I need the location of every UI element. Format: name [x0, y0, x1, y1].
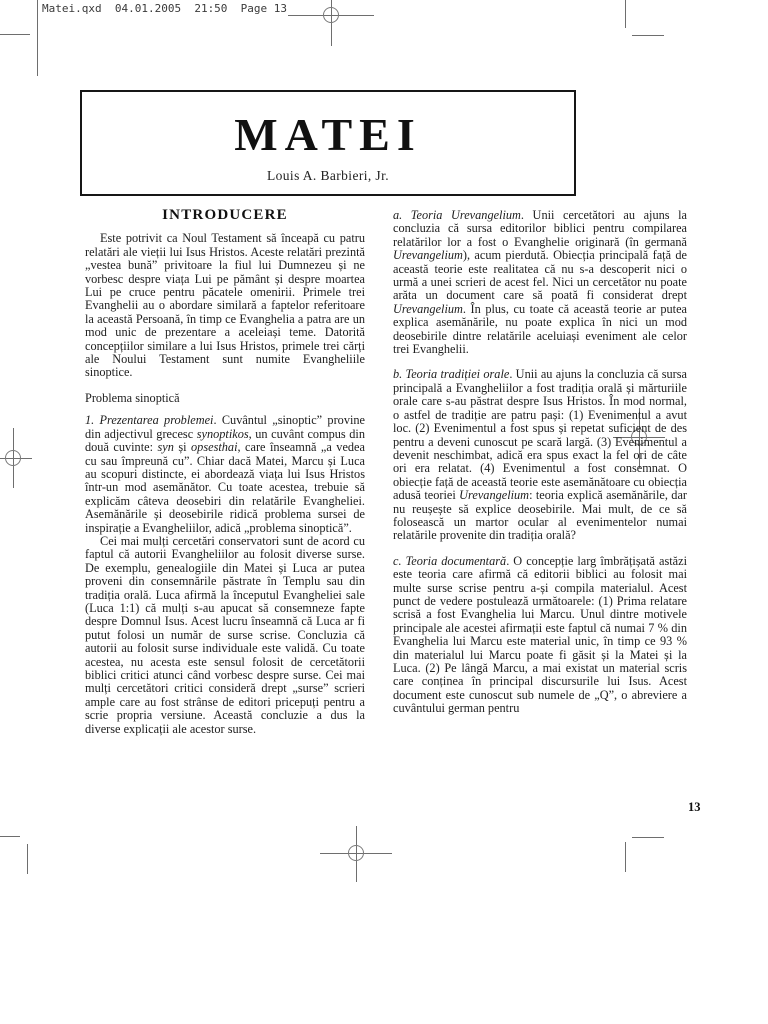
sub-heading: Problema sinoptică: [85, 390, 180, 405]
print-header: Matei.qxd 04.01.2005 21:50 Page 13: [42, 2, 288, 15]
right-column: [393, 209, 687, 736]
paragraph: a. Teoria Urevangelium. Unii cercetători au ajuns la concluzia că sursa editorilor biblici pentru compilarea relatărilor lor a fost o Evanghelie originară (în germană Urevangelium), acum pierdută. Obiecția principală față de această teorie este realitatea că nu s-a descoperit nici o urmă a unei scrieri de acest fel. Nici un cercetător nu poate arăta un document care să poată fi considerat drept Urevangelium. În plus, cu toate că această teorie ar putea explica asemănările, nu poate explica în nici un mod deosebirile dintre relatările aceluiași eveniment ale celor trei Evanghelii.: [393, 208, 687, 357]
registration-mark-top-circle-icon: [323, 7, 339, 23]
crop-mark-bottom-left-vertical: [27, 844, 28, 874]
left-column: [85, 209, 365, 736]
crop-mark-bottom-right-horizontal: [632, 837, 664, 838]
text-columns: [85, 209, 687, 736]
title-box: [80, 90, 576, 196]
registration-mark-bottom-circle-icon: [348, 845, 364, 861]
crop-mark-top-left-vertical: [37, 0, 38, 76]
author-byline: Louis A. Barbieri, Jr.: [266, 168, 390, 183]
book-title: MATEI: [234, 109, 422, 160]
registration-mark-left-circle-icon: [5, 450, 21, 466]
crop-mark-bottom-left-horizontal: [0, 836, 20, 837]
crop-mark-top-right-vertical: [625, 0, 626, 28]
paragraph: b. Teoria tradiției orale. Unii au ajuns la concluzia că sursa principală a Evangheliilor a fost tradiția orală și mărturiile orale care s-au păstrat despre Isus Hristos. În mod normal, o astfel de tradiție are patru pași: (1) Evenimentul a avut loc. (2) Evenimentul a fost spus și repetat suficient de des pentru a deveni cunoscut pe scară largă. (3) Evenimentul a devenit neschimbat, adică era spus exact la fel ori de câte ori era relatat. (4) Evenimentul a fost consemnat. O obiecție față de această teorie este asemănătoare cu obiecția adusă teoriei Urevangelium: teoria explică asemănările, dar nu reușește să explice deosebirile. Mai mult, de ce să folosească un martor ocular al evenimentelor numai relatările provenite din tradiția orală?: [393, 367, 687, 543]
crop-mark-bottom-right-vertical: [625, 842, 626, 872]
paragraph: Cei mai mulți cercetări conservatori sunt de acord cu faptul că autorii Evangheliilor au folosit diverse surse. De exemplu, genealogiile din Matei și Luca ar putea proveni din consemnările păstrate în Templu sau din tradiția orală. Luca afirmă la începutul Evangheliei sale (Luca 1:1) că mulți s-au apucat să consemneze fapte despre Domnul Isus. Acest lucru înseamnă că Luca ar fi putut folosi un număr de surse scrise. Concluzia că autorii au folosit surse individuale este validă. Cu toate acestea, nu acesta este sensul folosit de cercetătorii biblici critici atunci când vorbesc despre surse. Cei mai mulți cercetători critici consideră drept „surse” scrieri ample care au fost strânse de editori pricepuți pentru a scrie propria versiune. Această concluzie a dus la diverse explicații ale acestor surse.: [85, 533, 365, 736]
page-number: 13: [688, 800, 701, 814]
crop-mark-top-right-horizontal: [632, 35, 664, 36]
paragraph: Este potrivit ca Noul Testament să înceapă cu patru relatări ale vieții lui Isus Hristos. Aceste relatări prezintă „vestea bună” privitoare la fiul lui Dumnezeu și ne vorbesc despre viața Lui pe pământ și despre moartea Lui pe cruce pentru păcatele omenirii. Primele trei Evanghelii au o abordare similară a faptelor referitoare la această Persoană, în timp ce Evanghelia a patra are un mod unic de prezentare a aceleiași teme. Datorită concepțiilor similare a lui Isus Hristos, primele trei cărți ale Noului Testament sunt numite Evangheliile sinoptice.: [85, 231, 365, 380]
paragraph: 1. Prezentarea problemei. Cuvântul „sinoptic” provine din adjectivul grecesc synoptikos, un cuvânt compus din două cuvinte: syn și opsesthai, care înseamnă „a vedea cu sau împreună cu”. Chiar dacă Matei, Marcu și Luca au scopuri distincte, ei abordează viața lui Isus Hristos într-un mod asemănător. Cu toate acestea, trebuie să explicăm câteva deosebiri din relatările Evangheliei. Asemănările și deosebirile ridică problema sursei de inspirație a Evangheliilor, adică „problema sinoptică”.: [85, 413, 365, 535]
crop-mark-top-left-horizontal: [0, 34, 30, 35]
section-heading: INTRODUCERE: [162, 207, 288, 223]
paragraph: c. Teoria documentară. O concepție larg îmbrățișată astăzi este teoria care afirmă că editorii biblici au folosit mai multe surse scrise pentru a-și compila materialul. Acest punct de vedere postulează următoarele: (1) Prima relatare scrisă a fost Evanghelia lui Marcu. Unul dintre motivele principale ale acestei afirmații este faptul că numai 7 % din Evanghelia lui Marcu este material unic, în timp ce 93 % din materialul lui Marcu poate fi găsit și la Matei și la Luca. (2) Pe lângă Marcu, a mai existat un material scris care conținea în principal discursurile lui Isus. Acest document este cunoscut sub numele de „Q”, o abreviere a cuvântului german pentru: [393, 553, 687, 716]
